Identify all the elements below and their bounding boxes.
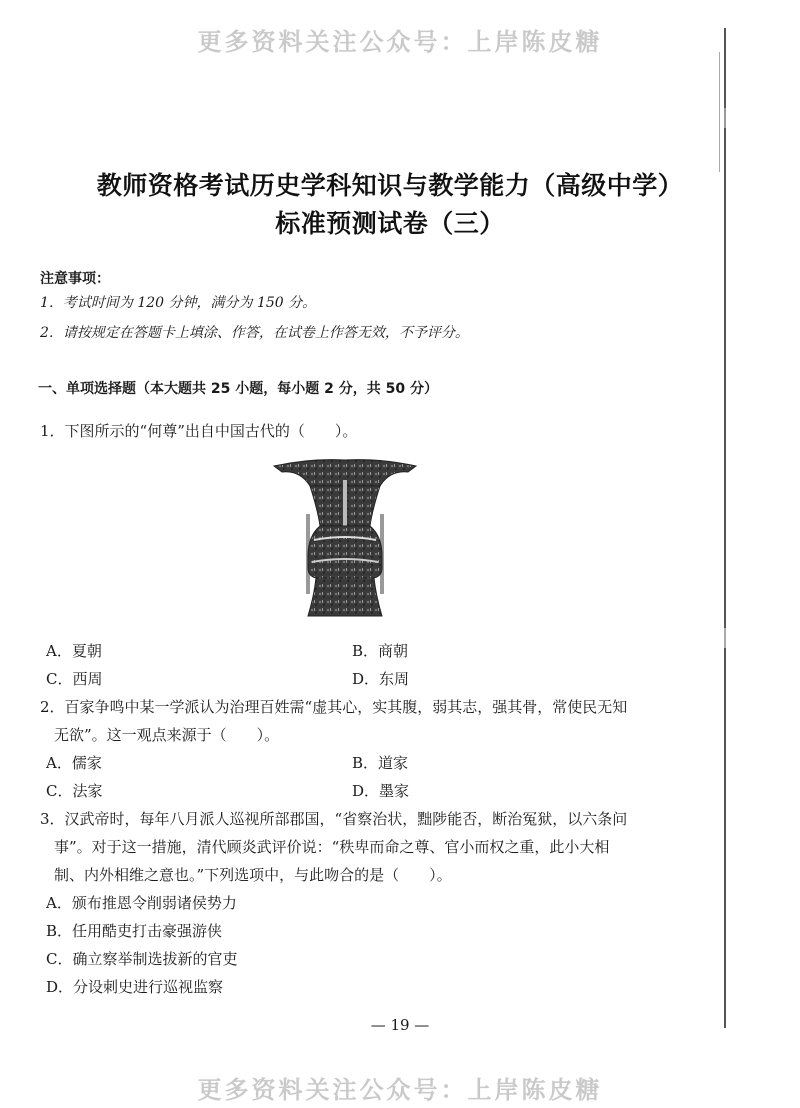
question-2-option-b: B．道家 [352, 754, 409, 772]
question-1-stem: 1．下图所示的“何尊”出自中国古代的（ ）。 [40, 422, 358, 440]
exam-subtitle: 标准预测试卷（三） [275, 209, 505, 238]
question-3-option-b: B．任用酷吏打击豪强游侠 [46, 922, 223, 940]
question-2-stem-cont: 无欲”。这一观点来源于（ ）。 [54, 726, 280, 744]
question-1-option-d: D．东周 [352, 670, 410, 688]
question-3-stem-cont: 事”。对于这一措施，清代顾炎武评价说：“秩卑而命之尊、官小而权之重，此小大相 [54, 838, 610, 856]
page-number: — 19 — [370, 1016, 430, 1034]
question-1-option-c: C．西周 [46, 670, 103, 688]
watermark-top: 更多资料关注公众号：上岸陈皮糖 [197, 28, 603, 56]
question-2-stem: 2．百家争鸣中某一学派认为治理百姓需“虚其心，实其腹，弱其志，强其骨，常使民无知 [40, 698, 628, 716]
question-1-option-a: A．夏朝 [46, 642, 102, 660]
question-3-option-d: D．分设刺史进行巡视监察 [46, 978, 224, 996]
question-1-option-b: B．商朝 [352, 642, 409, 660]
section-title: 一、单项选择题（本大题共 25 小题，每小题 2 分，共 50 分） [38, 381, 438, 397]
watermark-bottom: 更多资料关注公众号：上岸陈皮糖 [197, 1076, 603, 1104]
scan-edge-line-secondary [719, 52, 720, 172]
question-3-stem: 3．汉武帝时，每年八月派人巡视所部郡国，“省察治状，黜陟能否，断治冤狱，以六条问 [40, 810, 628, 828]
question-2-option-d: D．墨家 [352, 782, 410, 800]
question-3-option-c: C．确立察举制选拔新的官吏 [46, 950, 238, 968]
question-2-option-c: C．法家 [46, 782, 103, 800]
notice-item: 1．考试时间为 120 分钟，满分为 150 分。 [40, 295, 317, 311]
question-3-stem-cont: 制、内外相维之意也。”下列选项中，与此吻合的是（ ）。 [54, 866, 452, 884]
notice-heading: 注意事项： [40, 271, 110, 287]
question-2-option-a: A．儒家 [46, 754, 102, 772]
he-zun-bronze-vessel-image [270, 456, 420, 624]
question-3-option-a: A．颁布推恩令削弱诸侯势力 [46, 894, 237, 912]
exam-title: 教师资格考试历史学科知识与教学能力（高级中学） [96, 171, 684, 200]
notice-item: 2．请按规定在答题卡上填涂、作答，在试卷上作答无效，不予评分。 [40, 325, 469, 341]
